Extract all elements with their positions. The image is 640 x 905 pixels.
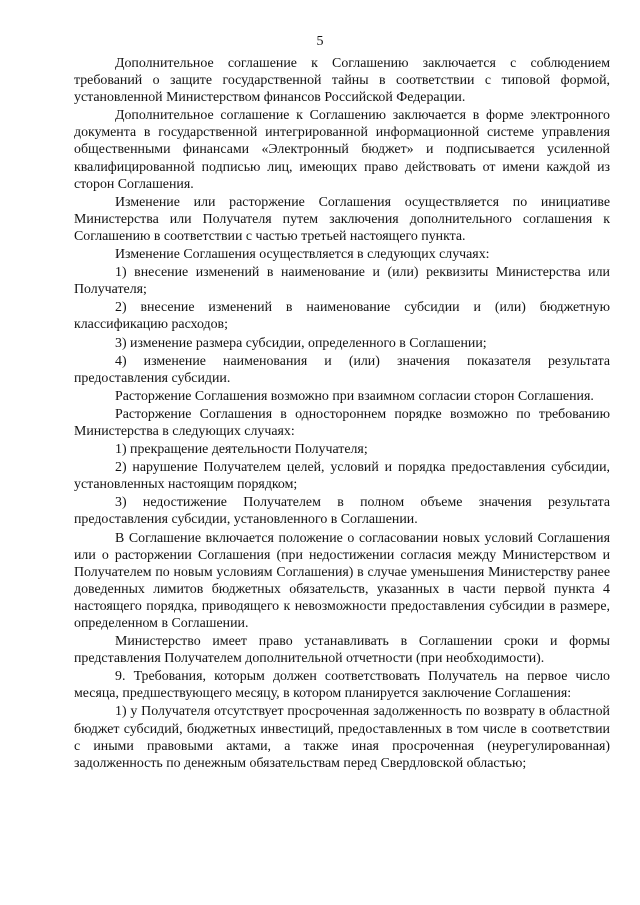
paragraph: Министерство имеет право устанавливать в Соглашении сроки и формы представления Получателем дополнительной отчетности (при необходимости).: [74, 634, 610, 667]
page-number: 5: [316, 34, 324, 49]
paragraph: Изменение или расторжение Соглашения осуществляется по инициативе Министерства или Получателя путем заключения дополнительного соглашения к Соглашению в соответствии с частью третьей настоящего пункта.: [74, 194, 610, 244]
list-item: 2) нарушение Получателем целей, условий и порядка предоставления субсидии, установленных настоящим порядком;: [74, 460, 610, 493]
paragraph: Дополнительное соглашение к Соглашению заключается в форме электронного документа в государственной интегрированной информационной системе управления общественными финансами «Электронный бюджет» и подписывается усиленной квалифицированной подписью лиц, имеющих право действовать от имени каждой из сторон Соглашения.: [74, 108, 610, 192]
list-item: 1) внесение изменений в наименование и (или) реквизиты Министерства или Получателя;: [74, 265, 610, 298]
list-item: 4) изменение наименования и (или) значения показателя результата предоставления субсидии.: [74, 353, 610, 386]
list-item: 3) изменение размера субсидии, определенного в Соглашении;: [115, 335, 487, 351]
paragraph: Дополнительное соглашение к Соглашению заключается с соблюдением требований о защите государственной тайны в соответствии с типовой формой, установленной Министерством финансов Российской Федерации.: [74, 56, 610, 106]
paragraph: Изменение Соглашения осуществляется в следующих случаях:: [115, 247, 490, 263]
paragraph: Расторжение Соглашения в одностороннем порядке возможно по требованию Министерства в следующих случаях:: [74, 406, 610, 439]
paragraph: В Соглашение включается положение о согласовании новых условий Соглашения или о расторжении Соглашения (при недостижении согласия между Министерством и Получателем по новым условиям Соглашения) в случае уменьшения Министерству ранее доведенных лимитов бюджетных обязательств, указанных в части первой пункта 4 настоящего порядка, приводящего к невозможности предоставления субсидии в размере, определенном в Соглашении.: [74, 530, 610, 631]
paragraph: Расторжение Соглашения возможно при взаимном согласии сторон Соглашения.: [115, 388, 594, 404]
list-item: 1) у Получателя отсутствует просроченная задолженность по возврату в областной бюджет субсидий, бюджетных инвестиций, предоставленных в том числе в соответствии с иными правовыми актами, а также иная просроченная (неурегулированная) задолженность по денежным обязательствам перед Свердловской областью;: [74, 704, 610, 771]
list-item: 1) прекращение деятельности Получателя;: [115, 442, 368, 458]
paragraph: 9. Требования, которым должен соответствовать Получатель на первое число месяца, предшествующего месяцу, в котором планируется заключение Соглашения:: [74, 669, 610, 702]
document-body: [74, 55, 610, 773]
list-item: 3) недостижение Получателем в полном объеме значения результата предоставления субсидии, установленного в Соглашении.: [74, 495, 610, 528]
list-item: 2) внесение изменений в наименование субсидии и (или) бюджетную классификацию расходов;: [74, 300, 610, 333]
